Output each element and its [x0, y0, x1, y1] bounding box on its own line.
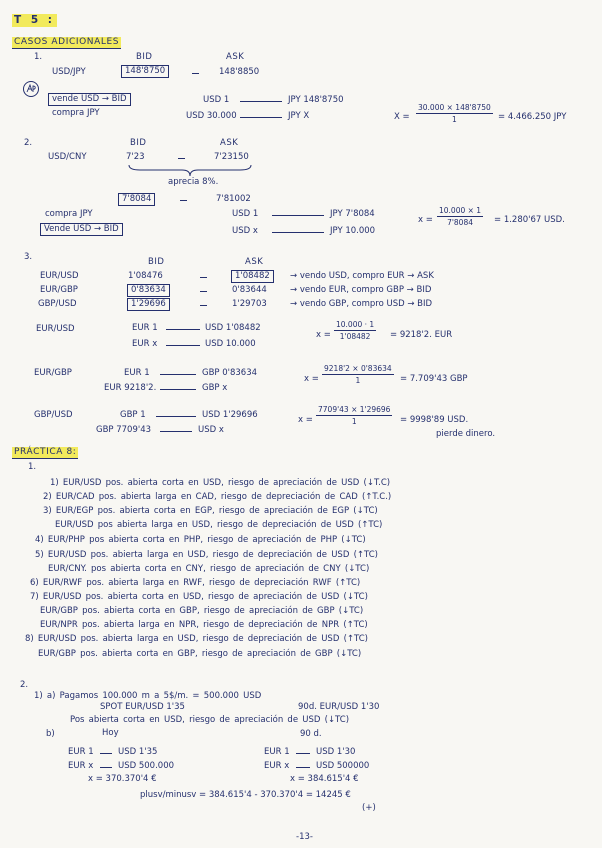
fraction-numerator: 30.000 × 148'8750 [418, 103, 491, 112]
caso1-ask-label: ASK [226, 52, 245, 62]
fraction-denominator: 1 [351, 417, 357, 426]
connector-line [160, 374, 196, 375]
fraction-numerator: 7709'43 × 1'29696 [318, 405, 391, 414]
caso2-eq2-right: JPY 10.000 [330, 226, 376, 236]
quote-ask: 0'83644 [232, 285, 267, 295]
step-x-label: x = [304, 374, 319, 384]
caso2-result: = 1.280'67 USD. [494, 215, 565, 225]
list-item: EUR/GBP pos. abierta corta en GBP, riesgo de apreciación de GBP (↓TC) [38, 649, 362, 659]
list-item: EUR/GBP pos. abierta corta en GBP, riesgo de apreciación de GBP (↓TC) [40, 606, 364, 616]
step-eq2-right: USD x [198, 425, 224, 435]
caso2-fraction [437, 206, 483, 227]
caso2-bid-label: BID [130, 138, 147, 148]
caso3-ask-label: ASK [245, 257, 264, 267]
connector-line [160, 431, 192, 432]
caso2-new-ask: 7'81002 [216, 194, 251, 204]
ej2-b-label: b) [46, 729, 55, 739]
ej2-forward-rate: 90d. EUR/USD 1'30 [298, 702, 380, 712]
list-item: 8) EUR/USD pos. abierta larga en USD, riesgo de depreciación de USD (↑TC) [25, 634, 368, 644]
quote-bid: 1'29696 [127, 298, 170, 311]
step-result: = 7.709'43 GBP [400, 374, 468, 384]
ej2-90d-label: 90 d. [300, 729, 322, 739]
fraction-numerator: 10.000 · 1 [336, 320, 375, 329]
ej2-position: Pos abierta corta en USD, riesgo de apreciación de USD (↓TC) [70, 715, 350, 725]
list-item: 3) EUR/EGP pos. abierta corta en EGP, riesgo de apreciación de EGP (↓TC) [43, 506, 378, 516]
step-fraction [334, 320, 376, 341]
step-pair: GBP/USD [34, 410, 73, 420]
quote-action: → vendo USD, compro EUR → ASK [290, 271, 434, 281]
caso2-new-bid: 7'8084 [118, 193, 155, 206]
bid-ask-separator [180, 200, 187, 201]
quote-action: → vendo EUR, compro GBP → BID [290, 285, 432, 295]
list-item: 6) EUR/RWF pos. abierta larga en RWF, riesgo de depreciación RWF (↑TC) [30, 578, 361, 588]
d90-result: x = 384.615'4 € [290, 774, 359, 784]
caso2-buy-action: compra JPY [45, 209, 93, 219]
list-item: EUR/USD pos abierta larga en USD, riesgo de depreciación de USD (↑TC) [55, 520, 383, 530]
caso1-number: 1. [34, 52, 43, 62]
bid-ask-separator [192, 73, 199, 74]
list-item: 5) EUR/USD pos. abierta larga en USD, riesgo de depreciación de USD (↑TC) [35, 550, 378, 560]
caso1-bid-label: BID [136, 52, 153, 62]
connector-line [166, 345, 200, 346]
caso1-result: = 4.466.250 JPY [498, 112, 567, 122]
caso1-eq1-left: USD 1 [203, 95, 230, 105]
step-eq2-right: USD 10.000 [205, 339, 256, 349]
d90-eq2-right: USD 500000 [316, 761, 370, 771]
caso3-bid-label: BID [148, 257, 165, 267]
caso2-number: 2. [24, 138, 33, 148]
quote-bid: 0'83634 [127, 284, 170, 297]
ej2-spot-rate: SPOT EUR/USD 1'35 [100, 702, 185, 712]
step-eq2-right: GBP x [202, 383, 228, 393]
d90-eq1-left: EUR 1 [264, 747, 290, 757]
list-item: 7) EUR/USD pos. abierta corta en USD, riesgo de apreciación de USD (↓TC) [30, 592, 368, 602]
fraction-denominator: 1 [451, 115, 457, 124]
caso2-sell-action: Vende USD → BID [40, 223, 123, 236]
caso2-x-label: x = [418, 215, 433, 225]
caso1-pair: USD/JPY [52, 67, 86, 77]
caso3-number: 3. [24, 252, 33, 262]
ej1-number: 1. [28, 462, 37, 472]
fraction-denominator: 7'8084 [447, 218, 473, 227]
fraction-numerator: 9218'2 × 0'83634 [324, 364, 392, 373]
list-item: EUR/CNY. pos abierta corta en CNY, riesgo de apreciación de CNY (↓TC) [48, 564, 370, 574]
quote-ask: 1'08482 [231, 270, 274, 283]
connector-line [240, 117, 282, 118]
caso2-appreciation-note: aprecia 8%. [168, 177, 219, 187]
step-eq1-left: EUR 1 [124, 368, 150, 378]
step-eq1-right: GBP 0'83634 [202, 368, 258, 378]
hoy-eq1-left: EUR 1 [68, 747, 94, 757]
connector-line [166, 329, 200, 330]
quote-pair: GBP/USD [38, 299, 77, 309]
step-result: = 9998'89 USD. [400, 415, 469, 425]
hoy-eq2-right: USD 500.000 [118, 761, 175, 771]
step-pair: EUR/GBP [34, 368, 72, 378]
bid-ask-separator [200, 305, 207, 306]
caso1-eq2-left: USD 30.000 [186, 111, 237, 121]
bid-ask-separator [178, 158, 185, 159]
connector-line [272, 215, 324, 216]
list-item: EUR/NPR pos. abierta larga en NPR, riesgo de depreciación de NPR (↑TC) [40, 620, 368, 630]
list-item: 4) EUR/PHP pos abierta corta en PHP, riesgo de apreciación de PHP (↓TC) [35, 535, 366, 545]
quote-action: → vendo GBP, compro USD → BID [290, 299, 433, 309]
connector-line [296, 753, 310, 754]
step-eq2-left: EUR x [132, 339, 158, 349]
plusvalia-sign: (+) [362, 803, 376, 813]
step-eq1-right: USD 1'08482 [205, 323, 261, 333]
hoy-eq2-left: EUR x [68, 761, 94, 771]
connector-line [156, 416, 196, 417]
connector-line [296, 767, 310, 768]
caso2-pair: USD/CNY [48, 152, 87, 162]
connector-line [100, 767, 112, 768]
plusvalia-result: plusv/minusv = 384.615'4 - 370.370'4 = 14245 € [140, 790, 351, 800]
quote-bid: 1'08476 [128, 271, 163, 281]
step-eq2-left: EUR 9218'2. [104, 383, 157, 393]
d90-eq1-right: USD 1'30 [316, 747, 356, 757]
caso2-bid-value: 7'23 [126, 152, 145, 162]
list-item: 1) EUR/USD pos. abierta corta en USD, riesgo de apreciación de USD (↓T.C) [50, 478, 391, 488]
step-eq1-left: GBP 1 [120, 410, 146, 420]
page-number: -13- [296, 832, 313, 842]
step-conclusion: pierde dinero. [436, 429, 496, 439]
step-x-label: x = [298, 415, 313, 425]
step-x-label: x = [316, 330, 331, 340]
step-result: = 9218'2. EUR [390, 330, 453, 340]
ej2-statement: 1) a) Pagamos 100.000 m a 5$/m. = 500.000 USD [34, 691, 262, 701]
list-item: 2) EUR/CAD pos. abierta larga en CAD, riesgo de depreciación de CAD (↑T.C.) [43, 492, 392, 502]
caso2-ask-label: ASK [220, 138, 239, 148]
step-eq2-left: GBP 7709'43 [96, 425, 152, 435]
caso1-bid-value: 148'8750 [121, 65, 169, 78]
step-eq1-left: EUR 1 [132, 323, 158, 333]
fraction-numerator: 10.000 × 1 [439, 206, 482, 215]
caso1-eq1-right: JPY 148'8750 [288, 95, 344, 105]
bid-ask-separator [200, 291, 207, 292]
connector-line [160, 389, 196, 390]
bid-ask-separator [200, 277, 207, 278]
step-eq1-right: USD 1'29696 [202, 410, 258, 420]
connector-line [240, 101, 282, 102]
hoy-result: x = 370.370'4 € [88, 774, 157, 784]
caso1-eq2-right: JPY X [288, 111, 310, 121]
step-pair: EUR/USD [36, 324, 75, 334]
ej2-hoy-label: Hoy [102, 728, 119, 738]
brace-mark [128, 164, 252, 178]
doodle-icon [22, 80, 40, 98]
connector-line [100, 753, 112, 754]
caso1-sell-action: vende USD → BID [48, 93, 131, 106]
ej2-number: 2. [20, 680, 29, 690]
quote-pair: EUR/GBP [40, 285, 78, 295]
page-title: T 5 : [14, 14, 55, 26]
d90-eq2-left: EUR x [264, 761, 290, 771]
fraction-denominator: 1'08482 [339, 332, 371, 341]
step-fraction [316, 405, 392, 426]
caso2-eq1-left: USD 1 [232, 209, 259, 219]
section-heading-casos: CASOS ADICIONALES [14, 37, 120, 47]
section-heading-practica: PRÁCTICA 8: [14, 447, 77, 457]
caso2-eq2-left: USD x [232, 226, 258, 236]
step-fraction [322, 364, 394, 385]
caso1-x-label: X = [394, 112, 410, 122]
caso1-fraction [416, 103, 493, 124]
caso1-buy-action: compra JPY [52, 108, 100, 118]
hoy-eq1-right: USD 1'35 [118, 747, 158, 757]
quote-ask: 1'29703 [232, 299, 267, 309]
caso1-ask-value: 148'8850 [219, 67, 260, 77]
caso2-ask-value: 7'23150 [214, 152, 249, 162]
quote-pair: EUR/USD [40, 271, 79, 281]
caso2-eq1-right: JPY 7'8084 [330, 209, 375, 219]
fraction-denominator: 1 [355, 376, 361, 385]
connector-line [272, 232, 324, 233]
